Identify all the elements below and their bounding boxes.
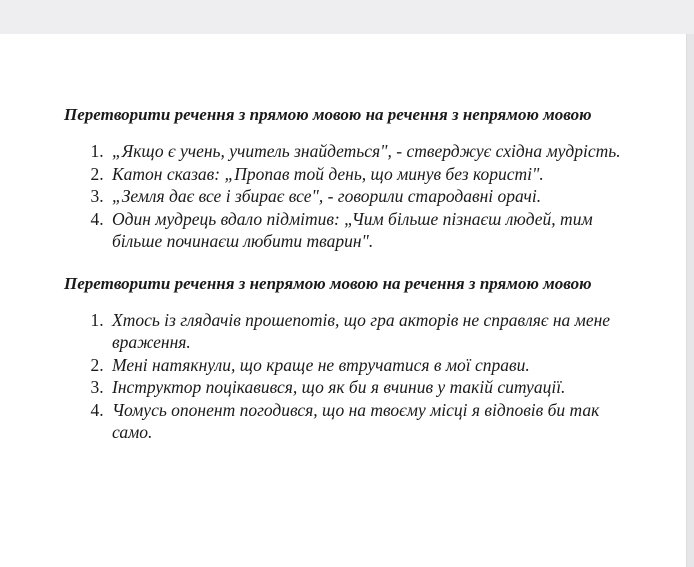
- section-1-heading: Перетворити речення з прямою мовою на речення з непрямою мовою: [64, 105, 592, 124]
- section-2-list: [64, 309, 634, 444]
- section-2-heading: Перетворити речення з непрямою мовою на речення з прямою мовою: [64, 273, 592, 293]
- list-item: 2. Мені натякнули, що краще не втручатися в мої справи.: [108, 354, 634, 377]
- list-item: 3. Інструктор поцікавився, що як би я вчинив у такій ситуації.: [108, 376, 634, 399]
- section-1-list: [64, 140, 634, 253]
- scrollbar[interactable]: [687, 34, 694, 567]
- list-item: 4. Чомусь опонент погодився, що на твоєму місці я відповів би так само.: [108, 399, 634, 444]
- list-item: 1. Хтось із глядачів прошепотів, що гра акторів не справляє на мене враження.: [108, 309, 634, 354]
- list-item: 1. „Якщо є учень, учитель знайдеться", - стверджує східна мудрість.: [108, 140, 634, 163]
- list-item: 3. „Земля дає все і збирає все", - говорили стародавні орачі.: [108, 185, 634, 208]
- list-item: 4. Один мудрець вдало підмітив: „Чим більше пізнаєш людей, тим більше починаєш любити тварин".: [108, 208, 634, 253]
- document-content: [64, 104, 634, 444]
- list-item: 2. Катон сказав: „Пропав той день, що минув без користі".: [108, 163, 634, 186]
